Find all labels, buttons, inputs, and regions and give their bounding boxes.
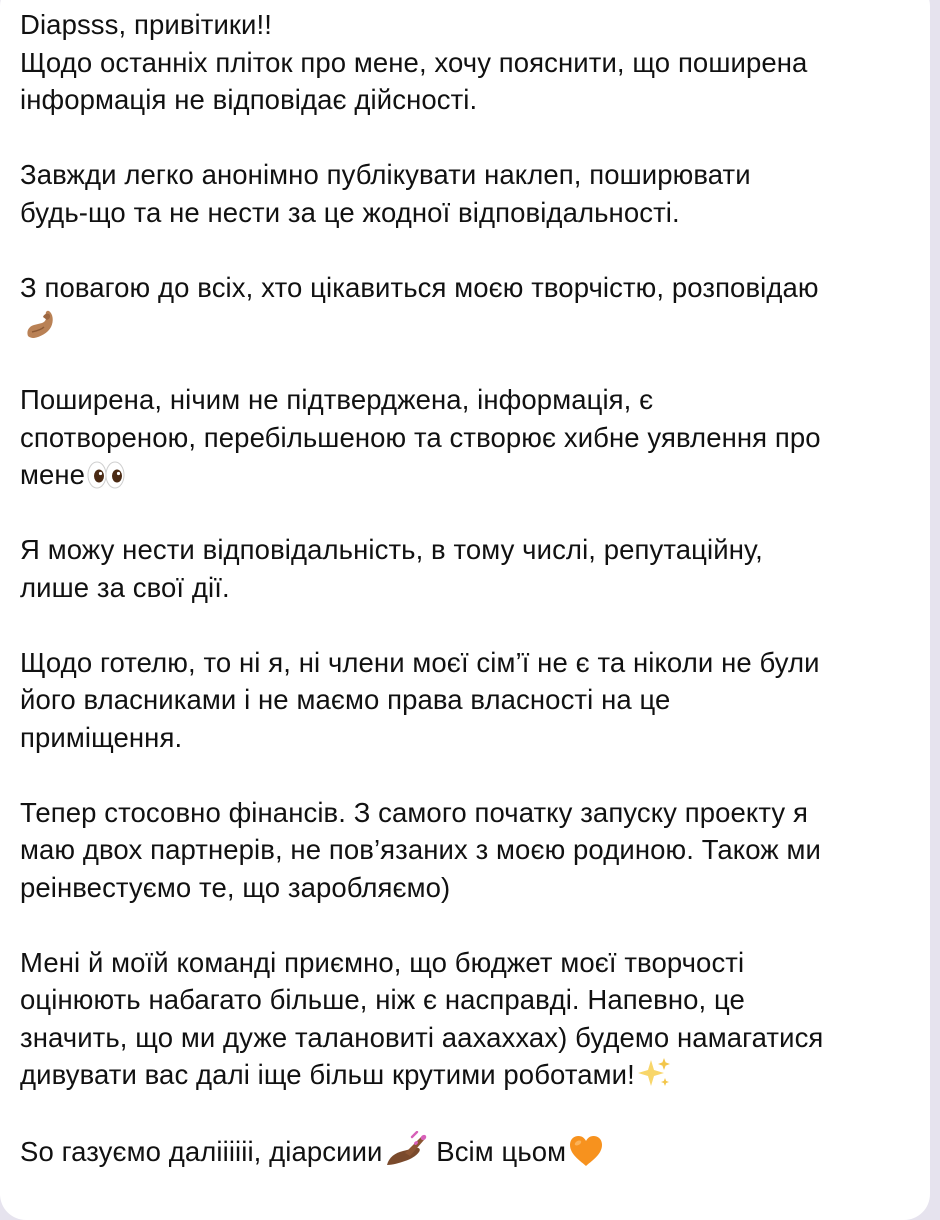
message-line-text: мене — [20, 459, 86, 490]
message-line: Diapsss, привітики!! — [20, 9, 272, 40]
message-line: Мені й моїй команді приємно, що бюджет моєї творчості — [20, 946, 745, 978]
message-line: інформація не відповідає дійсності. — [20, 84, 478, 115]
message-line: значить, що ми дуже талановиті аахаххах) будемо намагатися — [20, 1021, 824, 1053]
message-line: Щодо останніх пліток про мене, хочу пояснити, що поширена — [20, 46, 808, 78]
message-line-emoji — [20, 306, 925, 344]
message-line: Тепер стосовно фінансів. З самого початку запуску проекту я — [20, 796, 808, 828]
message-line: спотвореною, перебільшеною та створює хибне уявлення про — [20, 421, 821, 453]
message-line: оцінюють набагато більше, ніж є насправді. Напевно, це — [20, 984, 745, 1015]
message-line: маю двох партнерів, не пов’язаних з моєю родиною. Також ми — [20, 834, 822, 865]
message-line: його власниками і не маємо права власності на це — [20, 684, 671, 715]
message-line: Завжди легко анонімно публікувати наклеп, поширювати — [20, 159, 751, 190]
nail-polish-icon — [385, 1131, 429, 1167]
message-line: будь-що та не нести за це жодної відповідальності. — [20, 196, 680, 228]
message-text — [20, 6, 925, 1169]
message-line-text: Всім цьом — [436, 1136, 567, 1167]
pinched-fingers-icon — [22, 306, 58, 342]
message-line-text: So газуємо даліііііі, діарсиии — [20, 1136, 383, 1167]
message-line-with-emoji — [20, 1056, 925, 1094]
eyes-icon — [87, 460, 125, 490]
message-line: Я можу нести відповідальність, в тому числі, репутаційну, — [20, 534, 763, 565]
message-line: З повагою до всіх, хто цікавиться моєю творчістю, розповідаю — [20, 271, 819, 303]
message-line: Поширена, нічим не підтверджена, інформація, є — [20, 384, 654, 415]
message-line-with-emoji — [20, 1131, 925, 1169]
message-line: лише за свої дії. — [20, 571, 230, 603]
orange-heart-icon — [568, 1135, 604, 1167]
message-line: Щодо готелю, то ні я, ні члени моєї сім’ї не є та ніколи не були — [20, 646, 820, 678]
sparkles-icon — [637, 1056, 671, 1090]
message-line-text: дивувати вас далі іще більш крутими роботами! — [20, 1059, 635, 1090]
message-line: реінвестуємо те, що заробляємо) — [20, 871, 451, 903]
message-line-with-emoji — [20, 456, 925, 494]
message-line: приміщення. — [20, 721, 183, 753]
